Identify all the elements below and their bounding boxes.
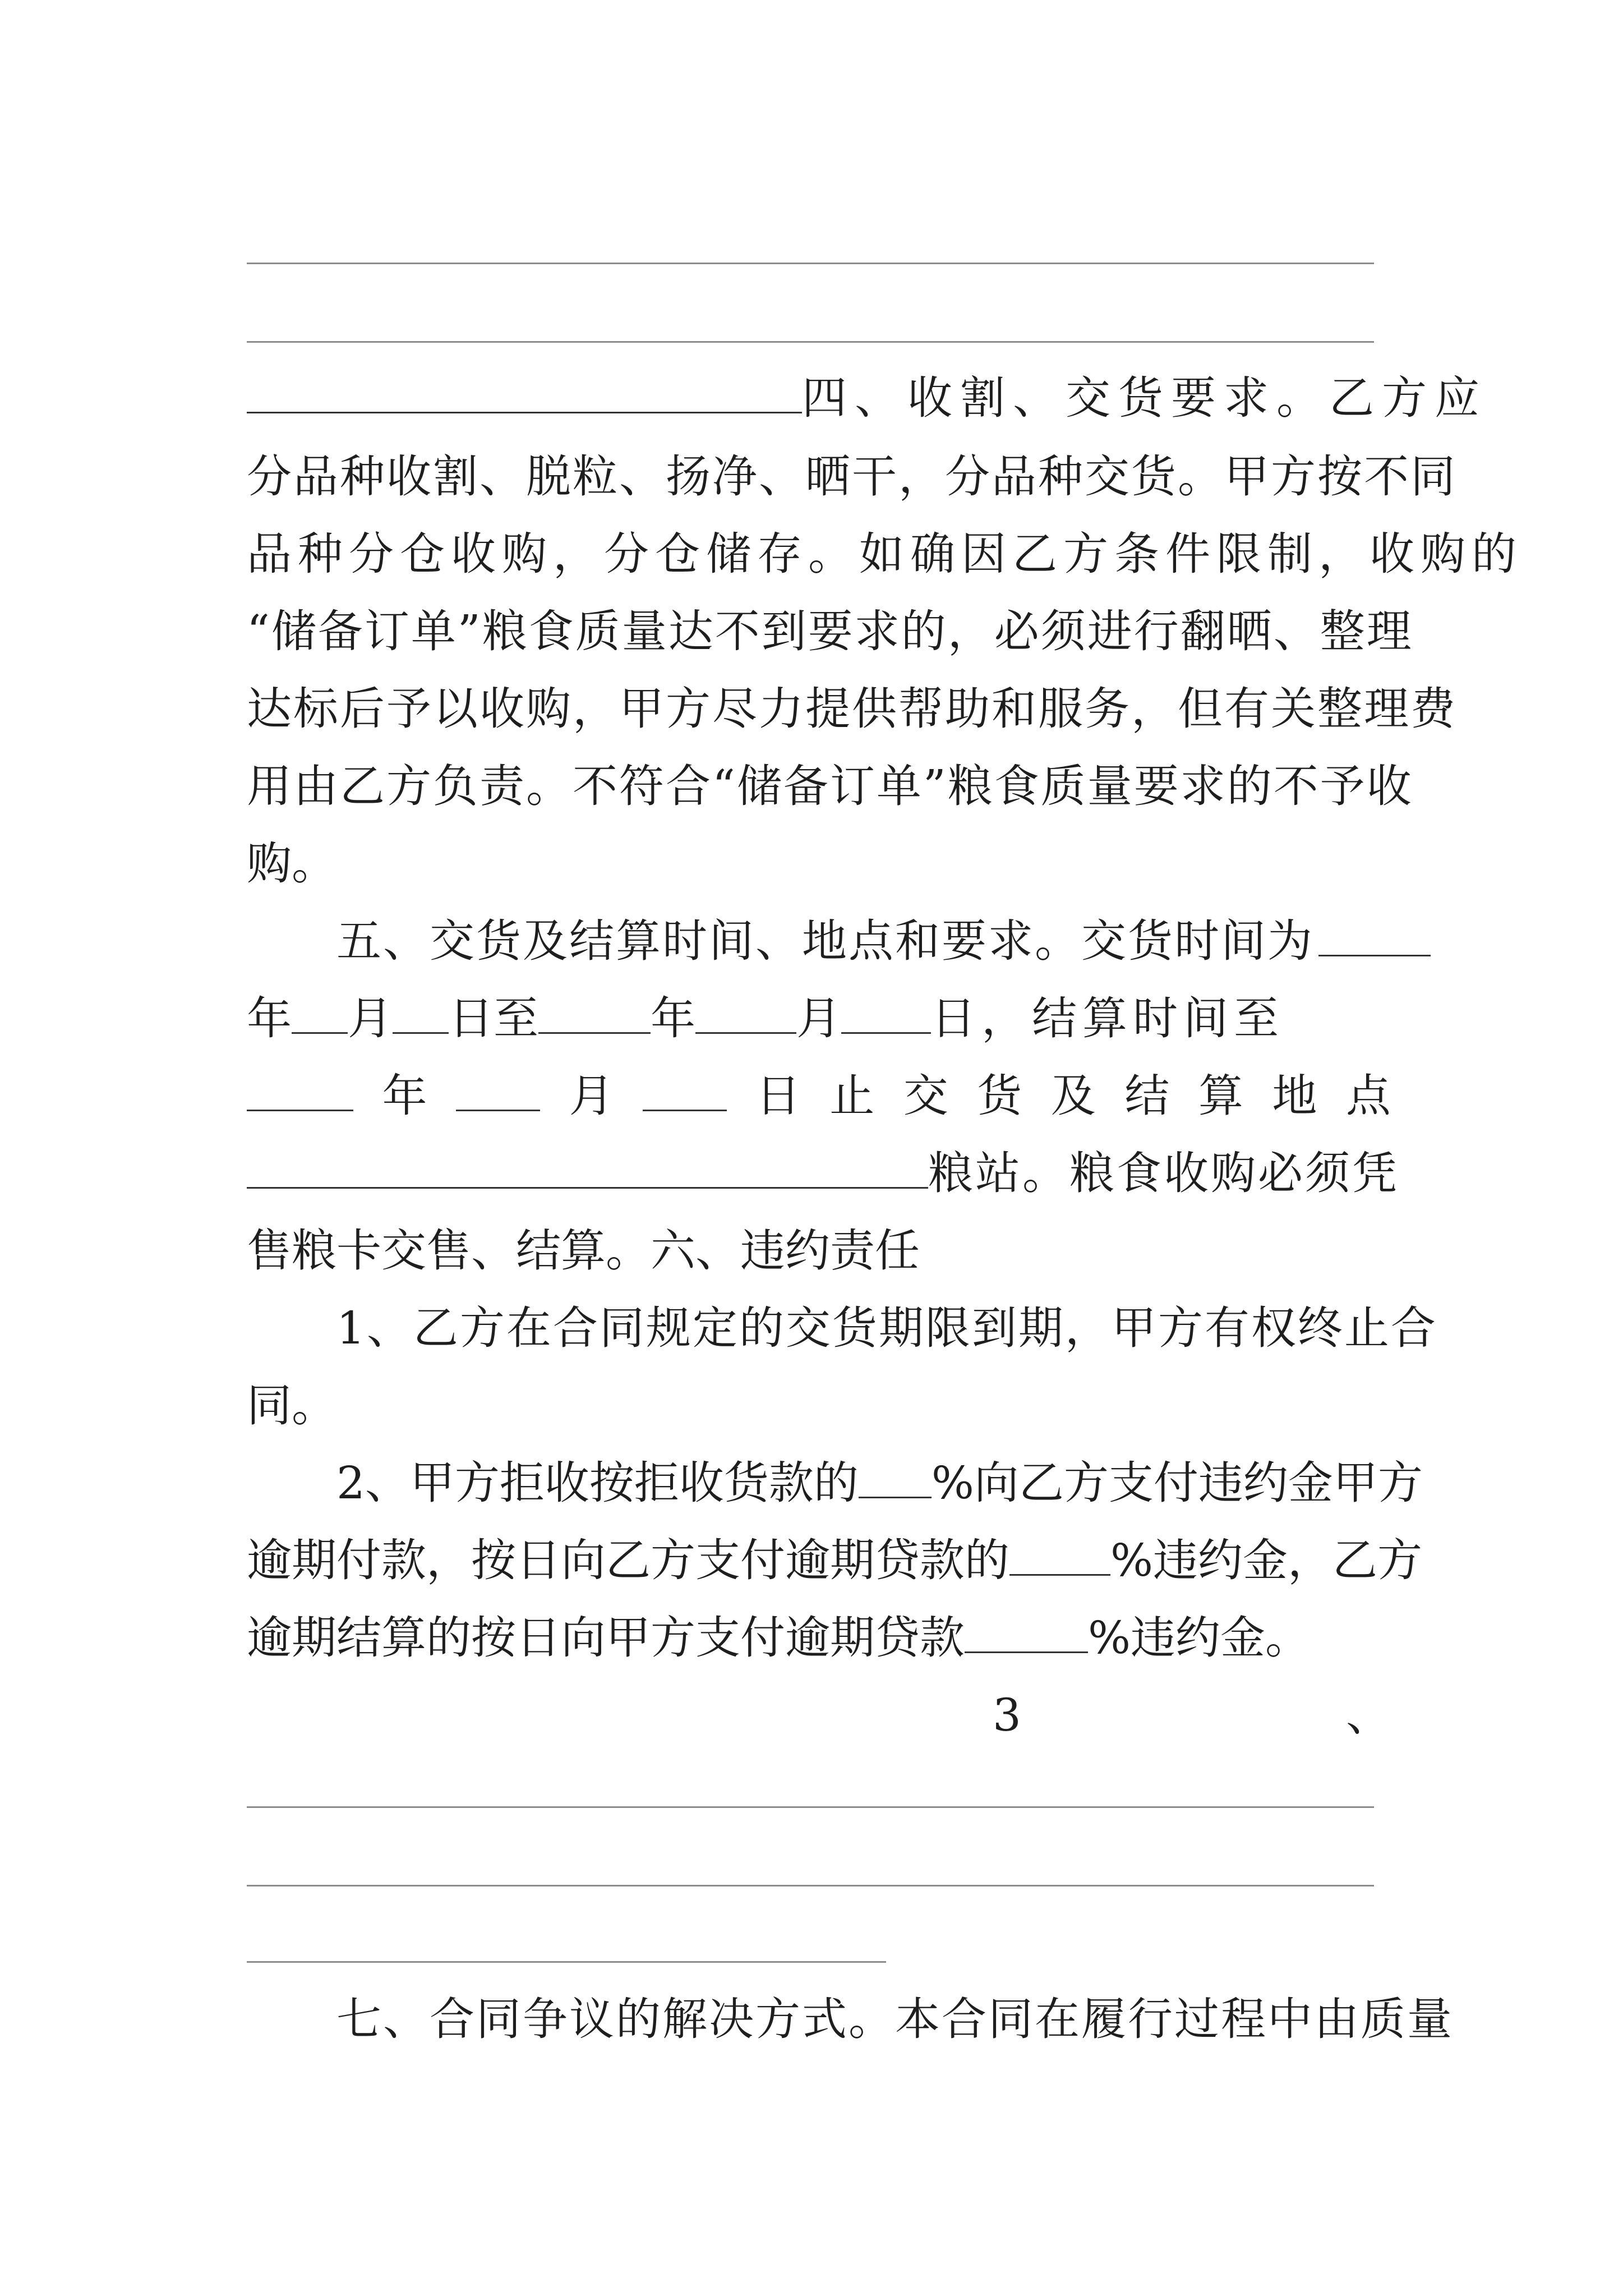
char: 止 (829, 1070, 875, 1122)
year-label: 年 (247, 992, 292, 1045)
section5-line5 (247, 1223, 1391, 1279)
item2-text-b: %向乙方支付违约金甲方 (931, 1457, 1423, 1509)
year-label: 年 (651, 992, 695, 1045)
blank-field (695, 997, 796, 1034)
day-to-label: 日至 (449, 992, 538, 1045)
section4-text-7: 购。 (247, 838, 336, 890)
section4-line2 (247, 449, 1457, 505)
char: 地 (1272, 1070, 1317, 1122)
blank-field (841, 997, 931, 1034)
char: 及 (1050, 1070, 1096, 1122)
item2-text-d: %违约金，乙方 (1110, 1534, 1423, 1586)
item2-text-f: %违约金。 (1088, 1612, 1311, 1664)
section4-line4 (247, 604, 1413, 660)
blank-field (247, 1152, 928, 1189)
blank-field (292, 997, 348, 1034)
section4-line1 (247, 370, 1487, 426)
section6-item1-line2 (247, 1378, 1391, 1434)
blank-rule-1 (247, 263, 1374, 264)
section5-line2 (247, 991, 1391, 1047)
blank-field (1318, 920, 1431, 956)
section6-item2-line2 (247, 1533, 1423, 1589)
section4-line5 (247, 681, 1457, 737)
char: 货 (977, 1070, 1022, 1122)
section4-text-5: 达标后予以收购，甲方尽力提供帮助和服务，但有关整理费 (247, 683, 1457, 735)
char: 点 (1345, 1070, 1391, 1122)
item2-text-a: 2、甲方拒收按拒收货款的 (336, 1457, 859, 1509)
item2-text-e: 逾期结算的按日向甲方支付逾期贷款 (247, 1612, 965, 1664)
section4-text-3: 品种分仓收购，分仓储存。如确因乙方条件限制，收购的 (247, 528, 1523, 580)
item3-mark: 、 (1346, 1689, 1391, 1741)
section4-text-4: “储备订单”粮食质量达不到要求的，必须进行翻晒、整理 (247, 605, 1413, 657)
month-label: 月 (796, 992, 841, 1045)
section4-line7 (247, 836, 1391, 892)
section4-heading: 四、收割、交货要求。乙方应 (802, 372, 1487, 424)
blank-field (859, 1462, 932, 1498)
blank-field (1009, 1539, 1110, 1576)
section7-heading: 七、合同争议的解决方式。本合同在履行过程中由质量 (336, 1993, 1454, 2045)
char: 算 (1198, 1070, 1243, 1122)
blank-field (247, 377, 802, 413)
item3-number: 3 (993, 1689, 1021, 1741)
item1-text: 1、乙方在合同规定的交货期限到期，甲方有权终止合 (336, 1302, 1437, 1354)
char: 结 (1124, 1070, 1170, 1122)
section5-line3 (247, 1068, 1391, 1124)
year-label: 年 (382, 1070, 427, 1122)
month-label: 月 (569, 1070, 614, 1122)
blank-rule-2 (247, 341, 1374, 343)
char: 交 (903, 1070, 948, 1122)
section6-item2-line1 (247, 1455, 1423, 1511)
blank-field (247, 1075, 353, 1111)
section4-text-2: 分品种收割、脱粒、扬净、晒干，分品种交货。甲方按不同 (247, 450, 1457, 503)
section4-line6 (247, 758, 1413, 815)
grain-station-text: 粮站。粮食收购必须凭 (928, 1147, 1399, 1199)
section4-line3 (247, 526, 1523, 582)
section5-line1 (247, 913, 1391, 969)
blank-rule-5 (247, 1961, 886, 1963)
blank-rule-4 (247, 1885, 1374, 1887)
blank-field (965, 1617, 1088, 1653)
section6-item3-line (247, 1687, 1391, 1743)
settlement-label: 日，结算时间至 (931, 992, 1284, 1045)
blank-rule-3 (247, 1806, 1374, 1808)
month-label: 月 (348, 992, 393, 1045)
blank-field (538, 997, 651, 1034)
section5-text-5: 售粮卡交售、结算。六、违约责任 (247, 1225, 920, 1277)
section6-item1-line1 (247, 1300, 1437, 1356)
section4-text-6: 用由乙方负责。不符合“储备订单”粮食质量要求的不予收 (247, 760, 1413, 812)
item2-text-c: 逾期付款，按日向乙方支付逾期贷款的 (247, 1534, 1009, 1586)
section6-item2-line3 (247, 1610, 1391, 1666)
section5-line4 (247, 1145, 1399, 1202)
day-label: 日 (755, 1070, 801, 1122)
section7-line1 (247, 1991, 1454, 2047)
blank-field (643, 1075, 727, 1111)
section5-heading: 五、交货及结算时间、地点和要求。交货时间为 (336, 915, 1314, 967)
blank-field (456, 1075, 540, 1111)
blank-field (393, 997, 449, 1034)
item1-text-2: 同。 (247, 1379, 336, 1432)
